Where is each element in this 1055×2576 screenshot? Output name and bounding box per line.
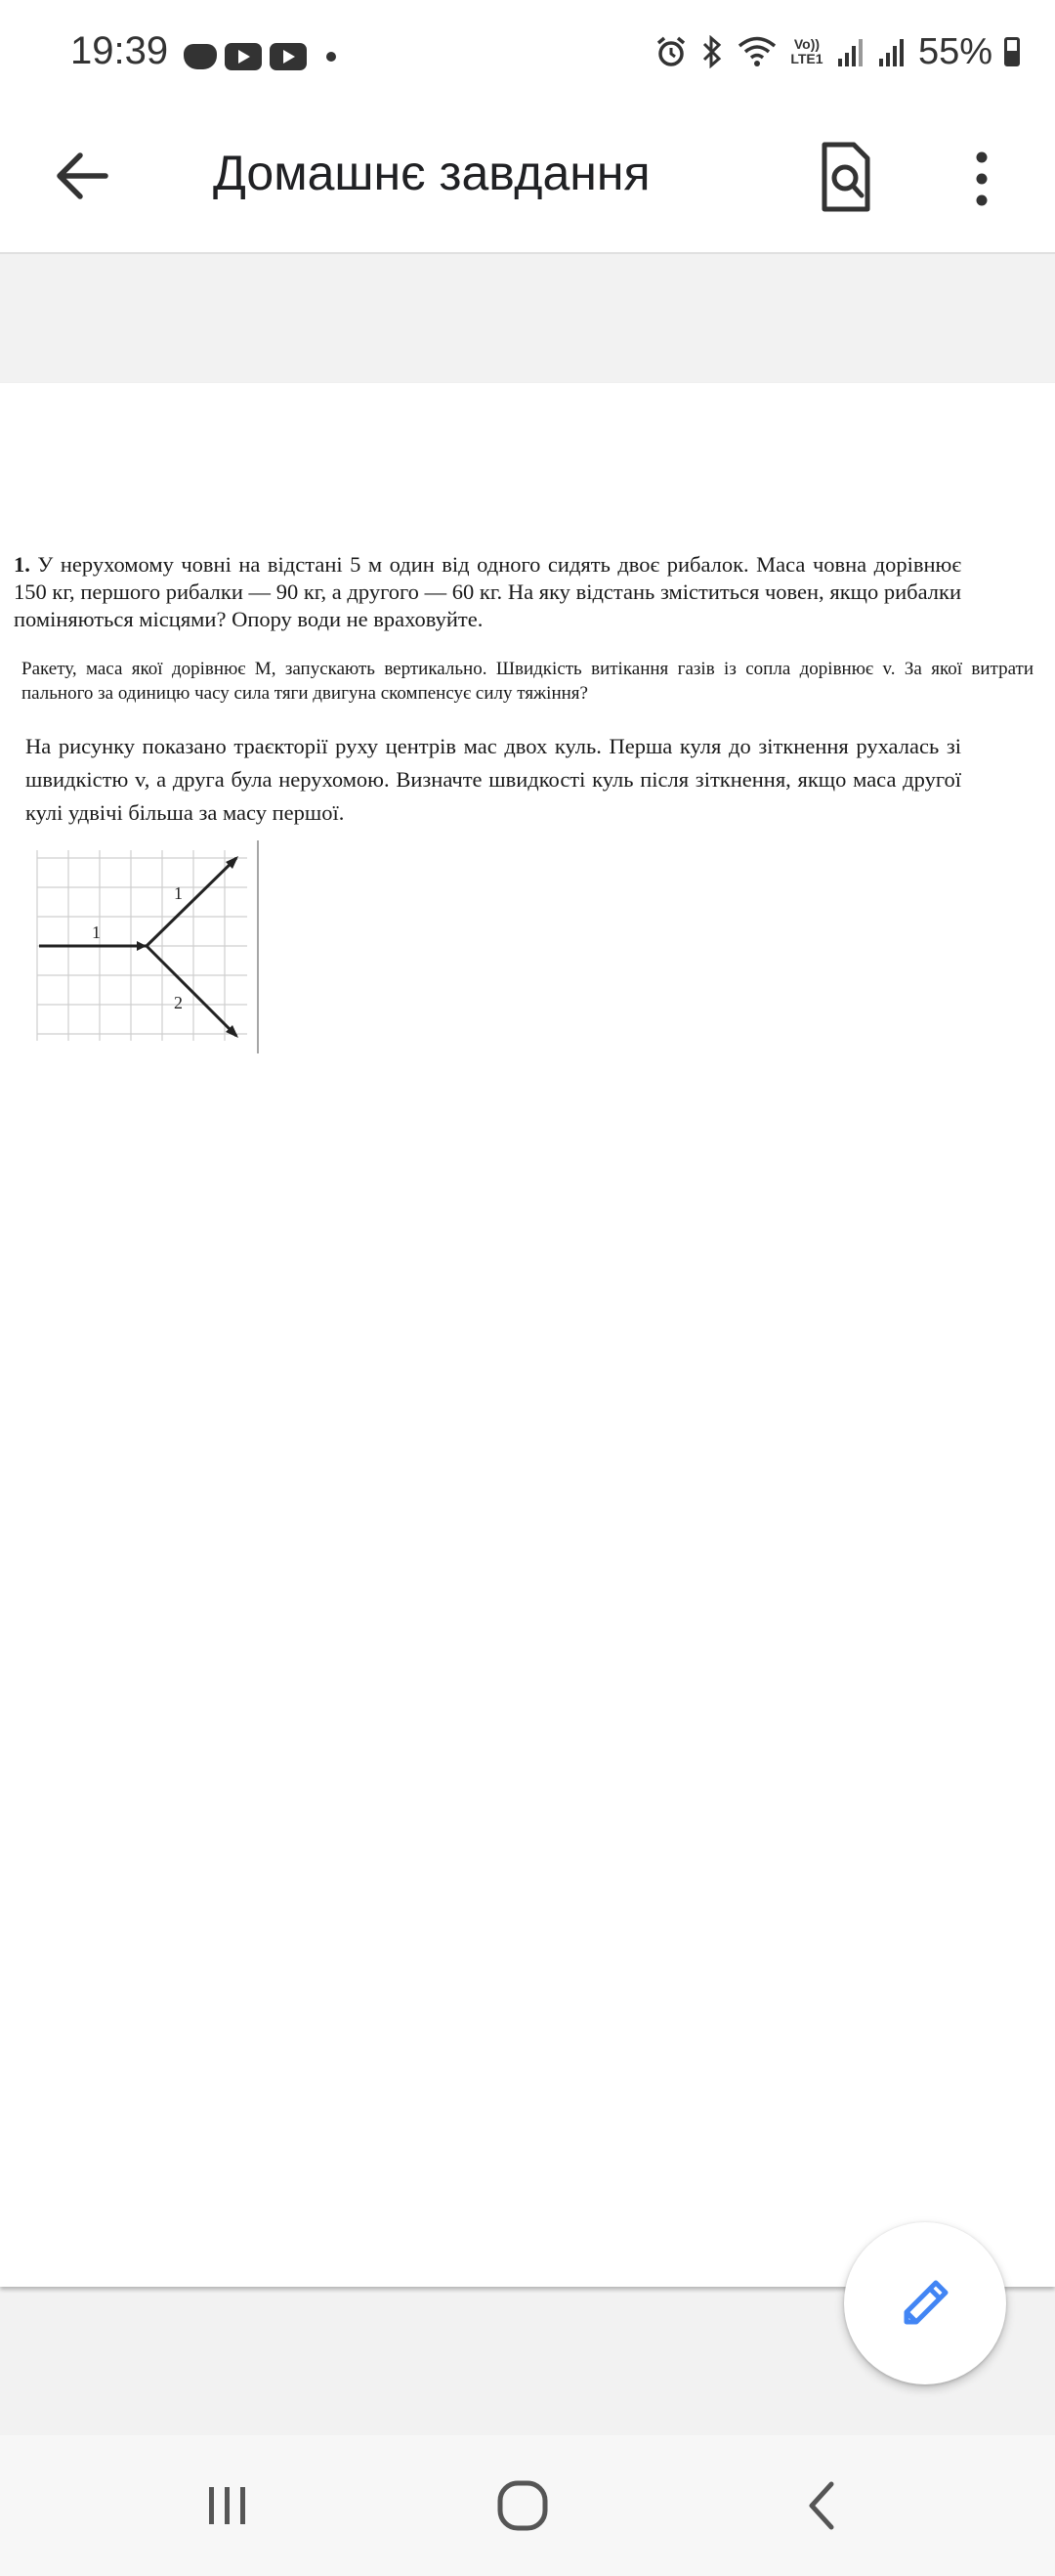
game-controller-icon (184, 44, 217, 69)
lte-icon: Vo)) LTE1 (790, 36, 823, 66)
more-options-button[interactable] (962, 145, 1001, 213)
label-ball-1: 1 (174, 883, 183, 903)
status-left-icons (184, 37, 336, 76)
trajectory-1 (147, 858, 236, 946)
more-vert-icon (962, 145, 1001, 213)
status-bar (0, 0, 1055, 107)
nav-back-icon (802, 2478, 841, 2533)
label-incoming: 1 (92, 923, 101, 942)
wifi-icon (737, 35, 778, 68)
page-title: Домашнє завдання (213, 146, 651, 200)
signal-icon (877, 35, 907, 68)
app-bar (0, 107, 1055, 254)
home-icon (495, 2478, 550, 2533)
recents-icon (203, 2483, 252, 2528)
dot-icon (326, 52, 336, 62)
recents-button[interactable] (193, 2476, 262, 2535)
problem-3-text: На рисунку показано траєкторії руху центрів мас двох куль. Перша куля до зіткнення рухалась зі швидкістю v, а друга була нерухомою. Визначте швидкості куль після зіткнення, якщо маса другої кулі удвічі більша за масу першої. (25, 734, 961, 825)
back-button[interactable] (49, 142, 117, 210)
signal-icon (836, 35, 865, 68)
battery-percent: 55% (917, 30, 992, 72)
problem-2-text: Ракету, маса якої дорівнює M, запускають вертикально. Швидкість витікання газів із сопла дорівнює v. За якої витрати пального за одиницю часу сила тяги двигуна скомпенсує силу тяжіння? (21, 659, 1034, 704)
bluetooth-icon (699, 35, 725, 68)
youtube-icon (270, 43, 307, 70)
youtube-icon (225, 43, 262, 70)
nav-back-button[interactable] (787, 2476, 856, 2535)
edit-fab-button[interactable] (844, 2222, 1006, 2384)
arrow-back-icon (49, 142, 117, 210)
document-page[interactable] (0, 383, 1055, 2287)
problem-1 (14, 551, 961, 633)
edit-pencil-icon (893, 2271, 957, 2336)
alarm-icon (654, 35, 688, 68)
problem-1-number: 1. (14, 552, 30, 577)
home-button[interactable] (488, 2476, 557, 2535)
open-preview-button[interactable] (811, 139, 879, 217)
system-nav-bar (0, 2435, 1055, 2576)
label-ball-2: 2 (174, 993, 183, 1012)
battery-icon (1004, 37, 1020, 66)
trajectory-figure (27, 840, 262, 1053)
problem-1-text: У нерухомому човні на відстані 5 м один від одного сидять двоє рибалок. Маса човна дорівнює 150 кг, першого рибалки — 90 кг, а другого — 60 кг. На яку відстань зміститься човен, якщо рибалки поміняються місцями? Опору води не враховуйте. (14, 552, 962, 631)
status-time: 19:39 (70, 29, 169, 72)
document-search-icon (811, 139, 879, 217)
trajectory-2 (147, 946, 236, 1036)
status-right-icons (654, 27, 1020, 76)
